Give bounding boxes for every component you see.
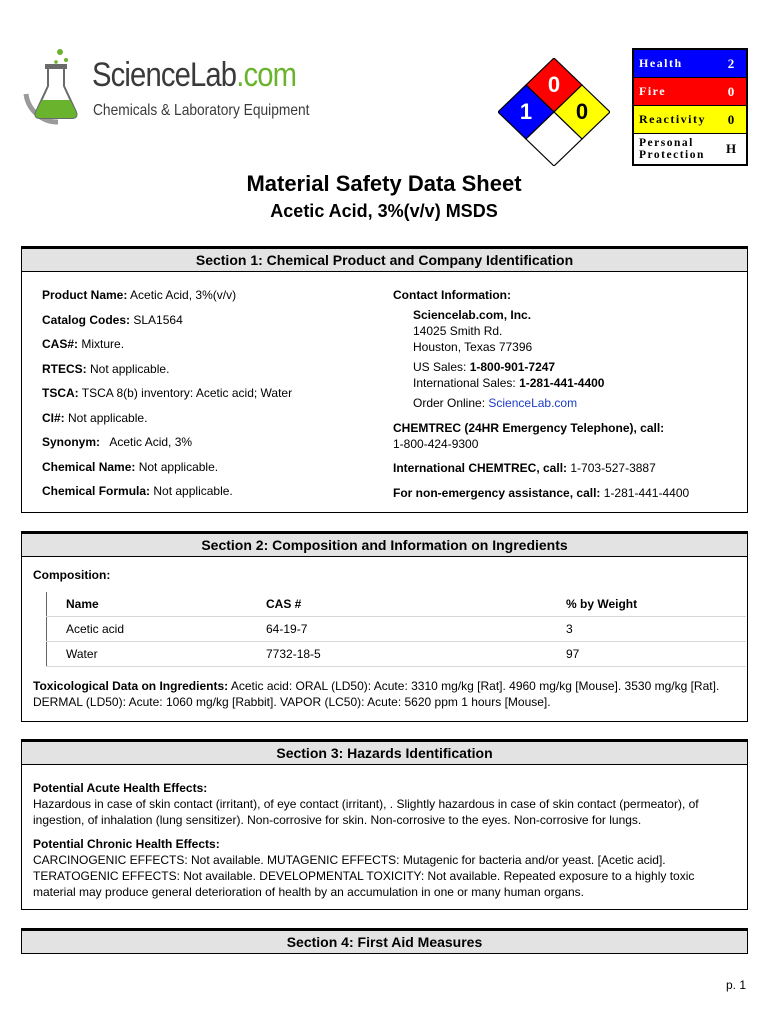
acute-effects-text: Hazardous in case of skin contact (irritant), of eye contact (irritant), . Slightly hazardous in case of skin contact (permeator), of ingestion, of inhalation (lung sensitizer). Non-corrosive for skin. Non-corrosive to the eyes. Non-corrosive for lungs. <box>33 797 699 827</box>
composition-label: Composition: <box>33 568 111 582</box>
hmis-protection-label-line1: Personal <box>639 137 694 149</box>
chemtrec-phone: 1-800-424-9300 <box>393 437 479 451</box>
toxicological-data <box>33 678 736 710</box>
product-name-value: Acetic Acid, 3%(v/v) <box>130 288 237 302</box>
column-header-cas: CAS # <box>266 592 566 617</box>
chemical-name-field <box>42 460 218 474</box>
section-2-heading: Section 2: Composition and Information on Ingredients <box>22 532 747 557</box>
hmis-protection-label <box>634 134 716 164</box>
logo-brand-suffix: .com <box>236 56 297 94</box>
contact-info-label: Contact Information: <box>393 288 511 302</box>
logo-tagline: Chemicals & Laboratory Equipment <box>93 102 310 119</box>
ingredient-weight: 97 <box>566 642 746 667</box>
document-title: Material Safety Data Sheet <box>246 171 522 196</box>
hmis-health-value: 2 <box>727 55 735 71</box>
us-sales-field <box>413 360 555 374</box>
non-emergency-phone: 1-281-441-4400 <box>603 486 690 500</box>
toxicological-data-text: Acetic acid: ORAL (LD50): Acute: 3310 mg/kg [Rat]. 4960 mg/kg [Mouse]. 3530 mg/kg [Rat]. DERMAL (LD50): Acute: 1060 mg/kg [Rabbit]. VAPOR (LC50): Acute: 5620 ppm 1 hours [Mouse]. <box>33 679 720 709</box>
hmis-reactivity-value: 0 <box>727 111 735 127</box>
chemtrec-label: CHEMTREC (24HR Emergency Telephone), call: <box>393 421 665 435</box>
column-header-weight: % by Weight <box>566 592 746 617</box>
intl-sales-phone: 1-281-441-4400 <box>519 376 605 390</box>
logo-brand <box>92 58 296 92</box>
company-name: Sciencelab.com, Inc. <box>413 308 532 322</box>
acute-effects-label: Potential Acute Health Effects: <box>33 781 208 795</box>
hmis-reactivity-row <box>634 106 746 134</box>
chemical-name-value: Not applicable. <box>138 460 219 474</box>
section-3 <box>21 739 748 910</box>
catalog-codes-label: Catalog Codes: <box>42 313 131 327</box>
chemical-formula-label: Chemical Formula: <box>42 484 151 498</box>
chronic-effects-text: CARCINOGENIC EFFECTS: Not available. MUTAGENIC EFFECTS: Mutagenic for bacteria and/or yeast. [Acetic acid]. TERATOGENIC EFFECTS: Not available. DEVELOPMENTAL TOXICITY: Not available. Repeated exposure to a highly toxic material may produce general deterioration of health by an accumulation in one or many human organs. <box>33 853 695 899</box>
chemical-formula-field <box>42 484 233 498</box>
nfpa-reactivity-value: 0 <box>575 98 589 124</box>
nfpa-diamond <box>498 58 610 166</box>
section-1-heading: Section 1: Chemical Product and Company Identification <box>22 247 747 272</box>
nfpa-health-value: 1 <box>519 98 533 124</box>
synonym-value: Acetic Acid, 3% <box>109 435 193 449</box>
synonym-label: Synonym: <box>42 435 101 449</box>
table-row <box>47 617 747 642</box>
us-sales-phone: 1-800-901-7247 <box>469 360 556 374</box>
synonym-field <box>42 435 192 449</box>
non-emergency-label: For non-emergency assistance, call: <box>393 486 601 500</box>
chemical-formula-value: Not applicable. <box>153 484 233 498</box>
hmis-health-row <box>634 50 746 78</box>
ci-field <box>42 411 147 425</box>
hmis-fire-value: 0 <box>727 83 735 99</box>
flask-icon <box>22 46 92 126</box>
toxicological-data-label: Toxicological Data on Ingredients: <box>33 679 229 693</box>
section-1 <box>21 246 748 513</box>
hmis-health-label: Health <box>639 56 683 70</box>
document-subtitle: Acetic Acid, 3%(v/v) MSDS <box>270 201 498 221</box>
intl-chemtrec-label: International CHEMTREC, call: <box>393 461 568 475</box>
ingredient-name: Water <box>47 642 267 667</box>
section-4 <box>21 928 748 954</box>
hmis-fire-label: Fire <box>639 84 667 98</box>
ingredient-cas: 64-19-7 <box>266 617 566 642</box>
cas-value: Mixture. <box>81 337 125 351</box>
ingredient-name: Acetic acid <box>47 617 267 642</box>
ci-value: Not applicable. <box>68 411 148 425</box>
hmis-protection-label-line2: Protection <box>639 149 705 161</box>
address-line-2: Houston, Texas 77396 <box>413 340 533 354</box>
table-row <box>47 642 747 667</box>
intl-chemtrec-field <box>393 461 656 475</box>
us-sales-label: US Sales: <box>413 360 467 374</box>
catalog-codes-field <box>42 313 183 327</box>
order-online-label: Order Online: <box>413 396 486 410</box>
tsca-value: TSCA 8(b) inventory: Acetic acid; Water <box>81 386 293 400</box>
product-name-field <box>42 288 236 302</box>
rtecs-label: RTECS: <box>42 362 87 376</box>
nfpa-fire-value: 0 <box>547 71 561 97</box>
tsca-field <box>42 386 292 400</box>
product-name-label: Product Name: <box>42 288 128 302</box>
hmis-reactivity-label: Reactivity <box>639 112 706 126</box>
chronic-effects-label: Potential Chronic Health Effects: <box>33 837 220 851</box>
logo-brand-name: ScienceLab <box>92 56 237 94</box>
table-header-row <box>47 592 747 617</box>
page-number: p. 1 <box>725 978 746 992</box>
cas-label: CAS#: <box>42 337 79 351</box>
section-3-heading: Section 3: Hazards Identification <box>22 740 747 765</box>
catalog-codes-value: SLA1564 <box>133 313 183 327</box>
section-4-heading: Section 4: First Aid Measures <box>22 929 747 953</box>
sciencelab-link[interactable]: ScienceLab.com <box>488 396 578 410</box>
section-2 <box>21 531 748 722</box>
ingredient-cas: 7732-18-5 <box>266 642 566 667</box>
non-emergency-field <box>393 486 689 500</box>
composition-table <box>46 592 746 667</box>
address-line-1: 14025 Smith Rd. <box>413 324 503 338</box>
intl-sales-label: International Sales: <box>413 376 516 390</box>
hmis-protection-value: H <box>725 141 737 156</box>
column-header-name: Name <box>47 592 267 617</box>
rtecs-field <box>42 362 169 376</box>
intl-sales-field <box>413 376 604 390</box>
hmis-fire-row <box>634 78 746 106</box>
hmis-label <box>632 48 748 166</box>
ingredient-weight: 3 <box>566 617 746 642</box>
ci-label: CI#: <box>42 411 65 425</box>
chemical-name-label: Chemical Name: <box>42 460 136 474</box>
hmis-protection-row <box>634 134 746 164</box>
intl-chemtrec-phone: 1-703-527-3887 <box>570 461 656 475</box>
cas-field <box>42 337 124 351</box>
order-online-field <box>413 396 577 410</box>
rtecs-value: Not applicable. <box>90 362 170 376</box>
tsca-label: TSCA: <box>42 386 79 400</box>
